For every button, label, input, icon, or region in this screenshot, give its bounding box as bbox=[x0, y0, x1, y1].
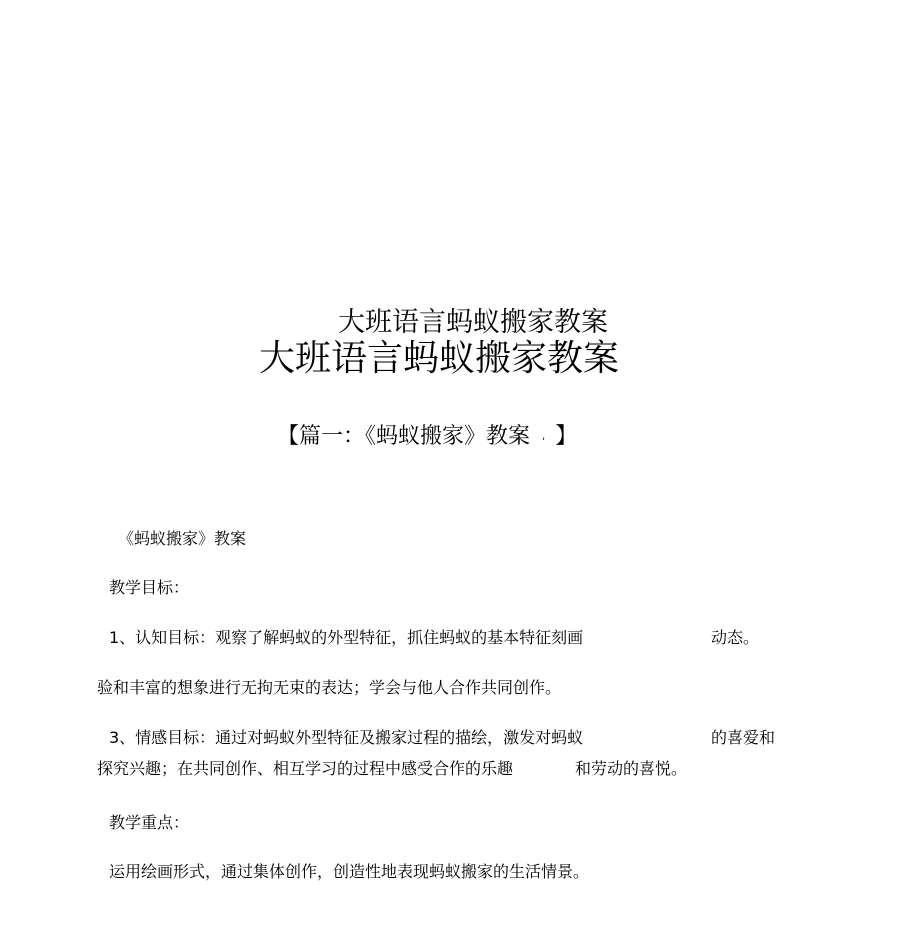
cognitive-objective-text: 1、认知目标：观察了解蚂蚁的外型特征，抓住蚂蚁的基本特征刻画 bbox=[109, 628, 584, 647]
emotion-objective-continued: 探究兴趣；在共同创作、相互学习的过程中感受合作的乐趣 bbox=[97, 759, 514, 778]
section-heading-close: 】 bbox=[555, 424, 578, 449]
document-subtitle: 大班语言蚂蚁搬家教案 bbox=[338, 307, 608, 338]
plan-title: 《蚂蚁搬家》教案 bbox=[118, 529, 247, 548]
emotion-objective-tail: 的喜爱和 bbox=[711, 728, 776, 747]
section-heading-open: 【篇一：《蚂蚁搬家》教案 bbox=[277, 424, 531, 449]
emotion-objective-text: 3、情感目标：通过对蚂蚁外型特征及搬家过程的描绘，激发对蚂蚁 bbox=[109, 728, 584, 747]
key-points-text: 运用绘画形式，通过集体创作，创造性地表现蚂蚁搬家的生活情景。 bbox=[109, 862, 590, 881]
cognitive-objective-tail: 动态。 bbox=[711, 628, 760, 647]
document-title: 大班语言蚂蚁搬家教案 bbox=[259, 338, 620, 379]
skill-objective-text: 验和丰富的想象进行无拘无束的表达；学会与他人合作共同创作。 bbox=[97, 678, 562, 697]
emotion-objective-continued-tail: 和劳动的喜悦。 bbox=[575, 759, 688, 778]
objectives-label: 教学目标： bbox=[109, 578, 190, 597]
section-heading-mark: , bbox=[542, 431, 546, 442]
key-points-label: 教学重点： bbox=[109, 813, 190, 832]
section-heading bbox=[277, 426, 577, 448]
